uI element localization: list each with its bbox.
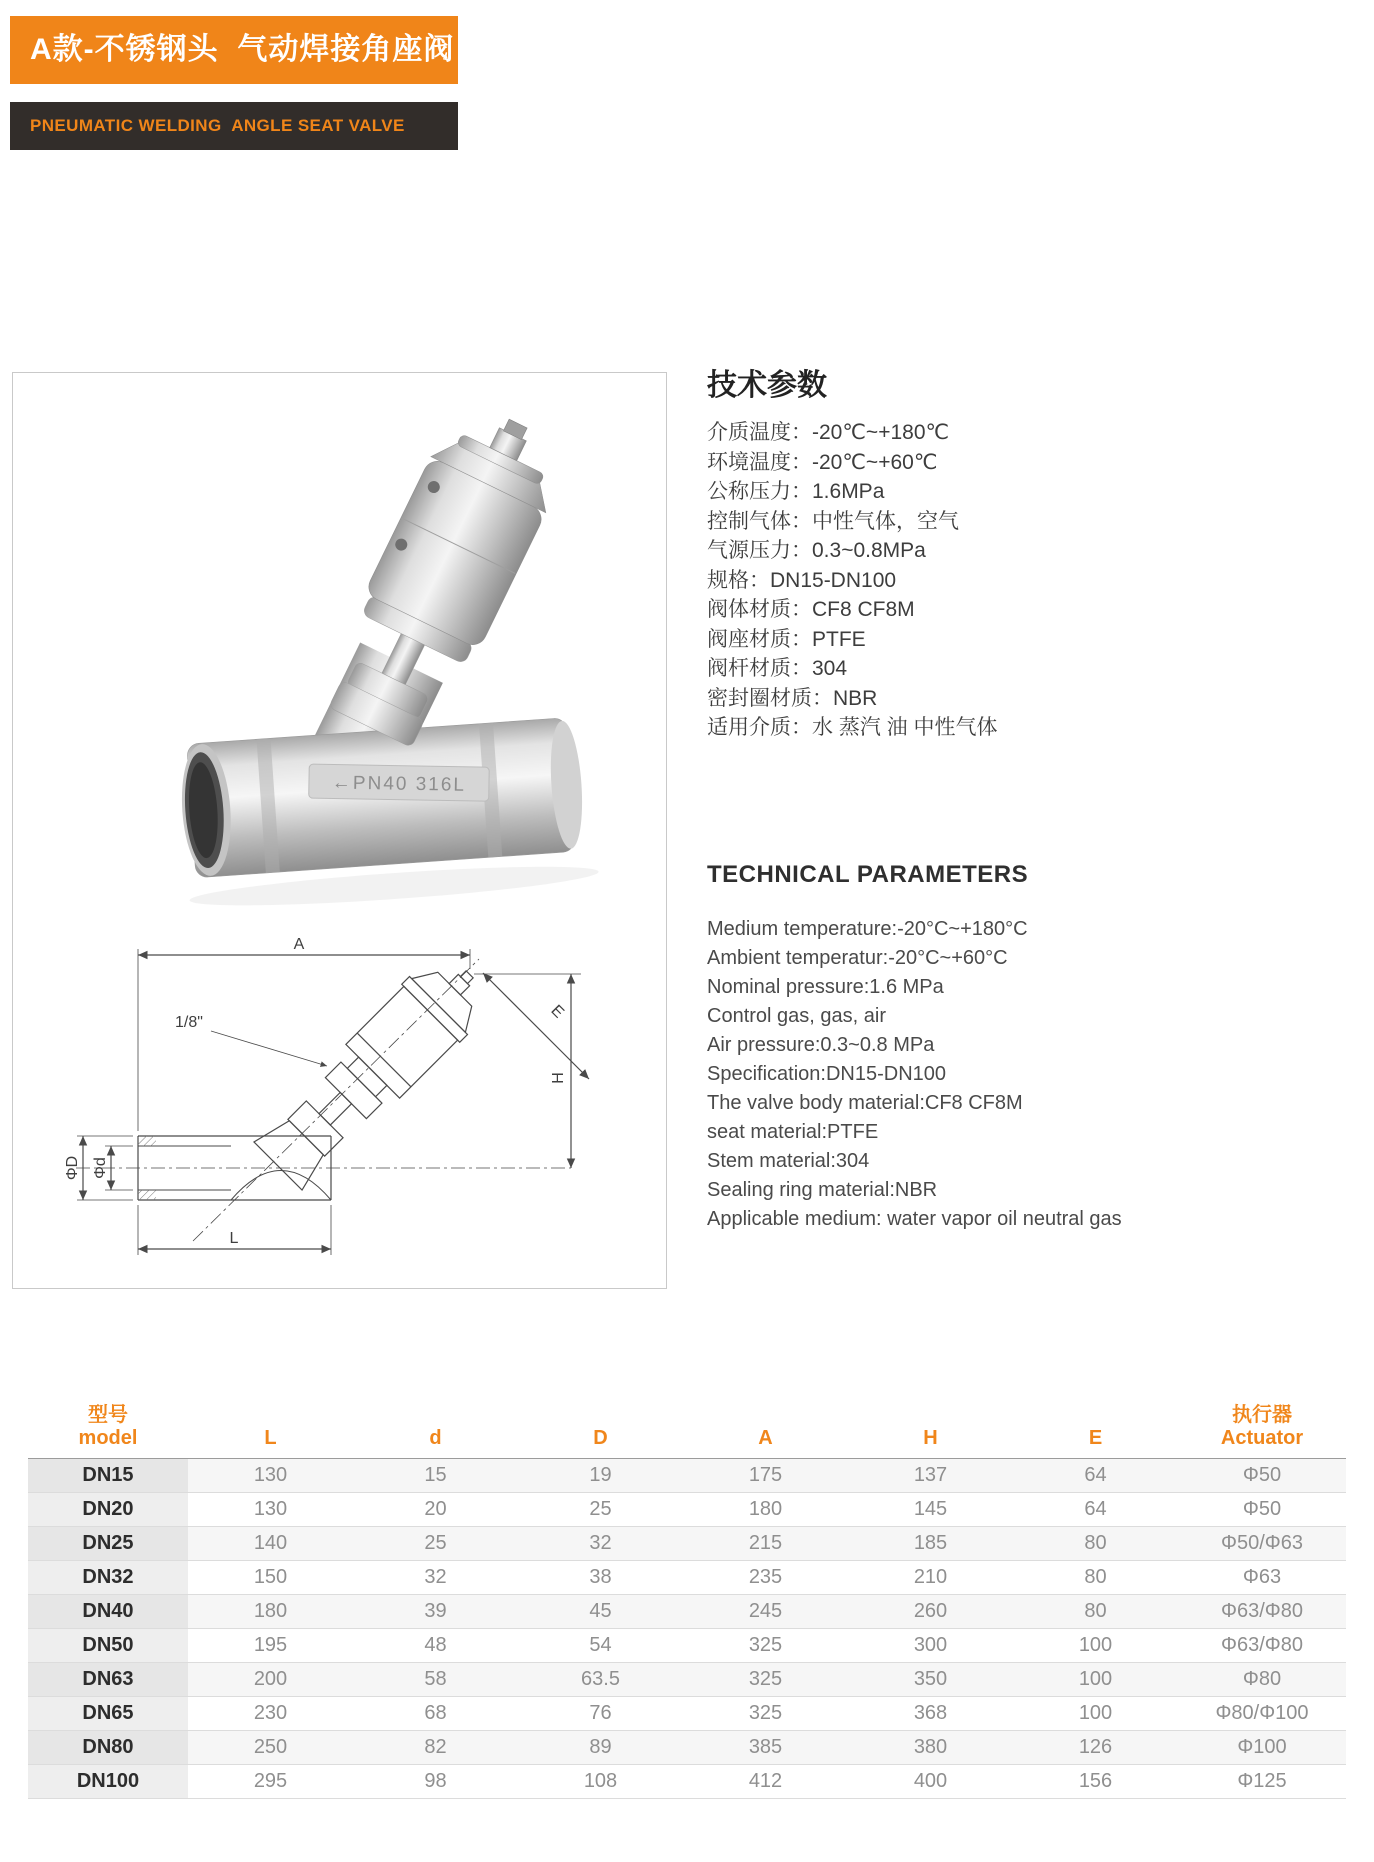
value-cell: Φ100 [1178, 1731, 1346, 1765]
spec-en-item: Medium temperature:-20°C~+180°C [707, 917, 1028, 940]
value-cell: 380 [848, 1731, 1013, 1765]
spec-en-item: Specification:DN15-DN100 [707, 1062, 947, 1085]
value-cell: 250 [188, 1731, 353, 1765]
spec-cn-item: 阀杆材质：304 [707, 657, 848, 680]
value-cell: Φ80/Φ100 [1178, 1697, 1346, 1731]
value-cell: 295 [188, 1765, 353, 1799]
product-title-banner: A款-不锈钢头 气动焊接角座阀 [10, 16, 458, 84]
table-row [28, 1697, 1346, 1731]
model-cell: DN63 [28, 1663, 188, 1697]
table-row [28, 1595, 1346, 1629]
product-visual-panel [12, 372, 667, 1289]
value-cell: Φ63 [1178, 1561, 1346, 1595]
spec-cn-item: 密封圈材质：NBR [707, 686, 878, 710]
table-row [28, 1527, 1346, 1561]
spec-cn-item: 阀体材质：CF8 CF8M [707, 598, 915, 621]
col-header-model-en: model [78, 1427, 138, 1449]
model-cell: DN80 [28, 1731, 188, 1765]
dim-label-a: A [293, 936, 305, 953]
body-marking: ←PN40 316L [331, 772, 467, 796]
value-cell: 82 [353, 1731, 518, 1765]
value-cell: 98 [353, 1765, 518, 1799]
value-cell: 25 [518, 1493, 683, 1527]
value-cell: 180 [683, 1493, 848, 1527]
spec-en-item: Air pressure:0.3~0.8 MPa [707, 1033, 935, 1056]
table-row [28, 1731, 1346, 1765]
table-row [28, 1493, 1346, 1527]
model-cell: DN40 [28, 1595, 188, 1629]
value-cell: 20 [353, 1493, 518, 1527]
value-cell: 45 [518, 1595, 683, 1629]
product-subtitle-banner: PNEUMATIC WELDING ANGLE SEAT VALVE [10, 102, 458, 150]
value-cell: 215 [683, 1527, 848, 1561]
specs-panel [707, 360, 1287, 1234]
value-cell: 68 [353, 1697, 518, 1731]
value-cell: 130 [188, 1459, 353, 1493]
value-cell: 19 [518, 1459, 683, 1493]
value-cell: 156 [1013, 1765, 1178, 1799]
value-cell: 64 [1013, 1459, 1178, 1493]
specs-en-list [707, 915, 1287, 1234]
table-body [28, 1459, 1346, 1799]
valve-actuator [312, 396, 575, 756]
model-cell: DN25 [28, 1527, 188, 1561]
col-header-H: H [848, 1404, 1013, 1459]
dim-label-h: H [550, 1072, 567, 1084]
value-cell: 235 [683, 1561, 848, 1595]
col-header-E: E [1013, 1404, 1178, 1459]
col-header-D: D [518, 1404, 683, 1459]
value-cell: 175 [683, 1459, 848, 1493]
value-cell: Φ63/Φ80 [1178, 1629, 1346, 1663]
spec-cn-item: 公称压力：1.6MPa [707, 480, 885, 503]
value-cell: 180 [188, 1595, 353, 1629]
dim-label-thread: 1/8" [175, 1014, 203, 1031]
value-cell: 325 [683, 1663, 848, 1697]
table-row [28, 1663, 1346, 1697]
value-cell: 100 [1013, 1629, 1178, 1663]
spec-en-item: Control gas, gas, air [707, 1004, 886, 1027]
value-cell: Φ50 [1178, 1459, 1346, 1493]
value-cell: 25 [353, 1527, 518, 1561]
table-row [28, 1629, 1346, 1663]
col-header-L: L [188, 1404, 353, 1459]
specs-en-heading: TECHNICAL PARAMETERS [707, 860, 1029, 888]
value-cell: 185 [848, 1527, 1013, 1561]
dim-label-phi-d: Φd [92, 1157, 109, 1179]
dim-label-e: E [547, 1002, 567, 1022]
col-header-actuator-en: Actuator [1220, 1427, 1304, 1449]
value-cell: 100 [1013, 1697, 1178, 1731]
col-header-actuator-cn: 执行器 [1232, 1404, 1292, 1426]
value-cell: 76 [518, 1697, 683, 1731]
table-row [28, 1459, 1346, 1493]
value-cell: 150 [188, 1561, 353, 1595]
spec-cn-item: 阀座材质：PTFE [707, 627, 866, 651]
model-cell: DN100 [28, 1765, 188, 1799]
value-cell: 200 [188, 1663, 353, 1697]
value-cell: 54 [518, 1629, 683, 1663]
spec-cn-item: 适用介质：水 蒸汽 油 中性气体 [707, 716, 998, 739]
table-header-row [28, 1404, 1346, 1459]
spec-en-item: Nominal pressure:1.6 MPa [707, 975, 944, 998]
dim-label-phi-D: ΦD [64, 1155, 81, 1181]
value-cell: 89 [518, 1731, 683, 1765]
value-cell: 58 [353, 1663, 518, 1697]
model-cell: DN65 [28, 1697, 188, 1731]
model-cell: DN20 [28, 1493, 188, 1527]
value-cell: 368 [848, 1697, 1013, 1731]
col-header-model [28, 1404, 188, 1459]
valve-photo [17, 385, 657, 930]
value-cell: Φ63/Φ80 [1178, 1595, 1346, 1629]
specs-cn-list [707, 418, 1287, 743]
value-cell: 32 [353, 1561, 518, 1595]
value-cell: 80 [1013, 1561, 1178, 1595]
dim-label-l: L [229, 1230, 239, 1247]
value-cell: 100 [1013, 1663, 1178, 1697]
table-row [28, 1765, 1346, 1799]
value-cell: 126 [1013, 1731, 1178, 1765]
model-cell: DN15 [28, 1459, 188, 1493]
value-cell: 350 [848, 1663, 1013, 1697]
spec-cn-item: 控制气体：中性气体，空气 [707, 509, 959, 533]
value-cell: 140 [188, 1527, 353, 1561]
spec-cn-item: 介质温度：-20℃~+180℃ [707, 421, 950, 444]
value-cell: 80 [1013, 1595, 1178, 1629]
col-header-A: A [683, 1404, 848, 1459]
table-row [28, 1561, 1346, 1595]
value-cell: 385 [683, 1731, 848, 1765]
value-cell: 210 [848, 1561, 1013, 1595]
value-cell: 32 [518, 1527, 683, 1561]
spec-en-item: Stem material:304 [707, 1149, 870, 1172]
value-cell: 63.5 [518, 1663, 683, 1697]
value-cell: Φ50/Φ63 [1178, 1527, 1346, 1561]
col-header-actuator [1178, 1404, 1346, 1459]
spec-en-item: The valve body material:CF8 CF8M [707, 1091, 1023, 1114]
spec-en-item: Ambient temperatur:-20°C~+60°C [707, 946, 1008, 969]
dimension-table [28, 1404, 1346, 1799]
spec-cn-item: 气源压力：0.3~0.8MPa [707, 539, 926, 562]
specs-cn-heading: 技术参数 [707, 369, 827, 402]
value-cell: 260 [848, 1595, 1013, 1629]
spec-en-item: Applicable medium: water vapor oil neutral gas [707, 1207, 1122, 1230]
value-cell: Φ80 [1178, 1663, 1346, 1697]
value-cell: 64 [1013, 1493, 1178, 1527]
spec-cn-item: 规格：DN15-DN100 [707, 568, 897, 592]
value-cell: 39 [353, 1595, 518, 1629]
value-cell: 195 [188, 1629, 353, 1663]
value-cell: 325 [683, 1629, 848, 1663]
value-cell: 108 [518, 1765, 683, 1799]
value-cell: 137 [848, 1459, 1013, 1493]
col-header-d: d [353, 1404, 518, 1459]
value-cell: 48 [353, 1629, 518, 1663]
col-header-model-cn: 型号 [88, 1404, 128, 1426]
value-cell: Φ125 [1178, 1765, 1346, 1799]
value-cell: 15 [353, 1459, 518, 1493]
model-cell: DN32 [28, 1561, 188, 1595]
value-cell: 38 [518, 1561, 683, 1595]
value-cell: 230 [188, 1697, 353, 1731]
valve-dimension-drawing [31, 933, 646, 1273]
value-cell: 400 [848, 1765, 1013, 1799]
value-cell: 130 [188, 1493, 353, 1527]
model-cell: DN50 [28, 1629, 188, 1663]
value-cell: 300 [848, 1629, 1013, 1663]
spec-en-item: Sealing ring material:NBR [707, 1178, 938, 1201]
value-cell: 145 [848, 1493, 1013, 1527]
value-cell: 245 [683, 1595, 848, 1629]
value-cell: 325 [683, 1697, 848, 1731]
value-cell: 412 [683, 1765, 848, 1799]
spec-en-item: seat material:PTFE [707, 1120, 879, 1143]
value-cell: 80 [1013, 1527, 1178, 1561]
value-cell: Φ50 [1178, 1493, 1346, 1527]
spec-cn-item: 环境温度：-20℃~+60℃ [707, 450, 938, 474]
